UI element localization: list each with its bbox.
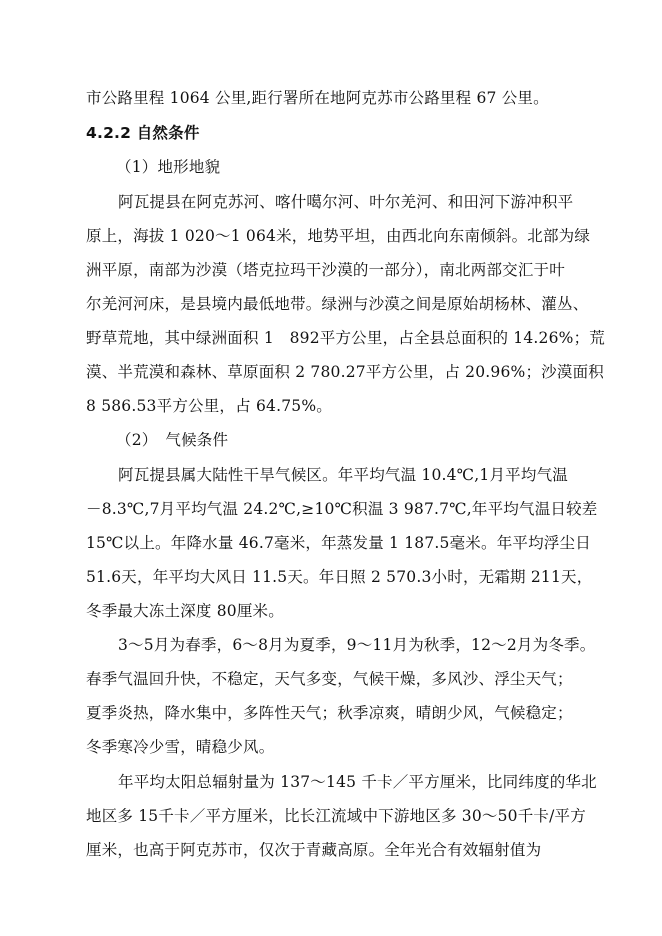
paragraph-line: 阿瓦提县属大陆性干旱气候区。年平均气温 10.4℃,1月平均气温 xyxy=(118,466,568,484)
paragraph-line: 8 586.53平方公里，占 64.75%。 xyxy=(86,397,332,415)
paragraph-line: 市公路里程 1064 公里,距行署所在地阿克苏市公路里程 67 公里。 xyxy=(86,89,549,107)
subsection-heading: （1）地形地貌 xyxy=(116,158,221,176)
subsection-heading: （2） 气候条件 xyxy=(116,431,229,449)
paragraph-line: 原上，海拔 1 020～1 064米，地势平坦，由西北向东南倾斜。北部为绿 xyxy=(86,227,591,245)
paragraph-line: 3～5月为春季，6～8月为夏季，9～11月为秋季，12～2月为冬季。 xyxy=(118,636,596,654)
paragraph-line: 春季气温回升快，不稳定，天气多变，气候干燥，多风沙、浮尘天气； xyxy=(86,670,573,688)
paragraph-line: 51.6天，年平均大风日 11.5天。年日照 2 570.3小时，无霜期 211天， xyxy=(86,568,593,586)
paragraph-line: 夏季炎热，降水集中，多阵性天气；秋季凉爽，晴朗少风，气候稳定； xyxy=(86,704,573,722)
paragraph-line: 15℃以上。年降水量 46.7毫米，年蒸发量 1 187.5毫米。年平均浮尘日 xyxy=(86,534,591,552)
paragraph-line: 阿瓦提县在阿克苏河、喀什噶尔河、叶尔羌河、和田河下游冲积平 xyxy=(118,193,574,211)
paragraph-line: 野草荒地，其中绿洲面积 1 892平方公里，占全县总面积的 14.26%；荒 xyxy=(86,329,606,347)
paragraph-line: 冬季最大冻土深度 80厘米。 xyxy=(86,602,284,620)
paragraph-line: 年平均太阳总辐射量为 137～145 千卡／平方厘米，比同纬度的华北 xyxy=(118,773,597,791)
paragraph-line: 地区多 15千卡／平方厘米，比长江流域中下游地区多 30～50千卡/平方 xyxy=(86,807,586,825)
paragraph-line: －8.3℃,7月平均气温 24.2℃,≥10℃积温 3 987.7℃,年平均气温日较差 xyxy=(86,500,598,518)
paragraph-line: 洲平原，南部为沙漠（塔克拉玛干沙漠的一部分），南北两部交汇于叶 xyxy=(86,261,565,279)
section-heading: 4.2.2 自然条件 xyxy=(86,124,200,142)
paragraph-line: 漠、半荒漠和森林、草原面积 2 780.27平方公里，占 20.96%；沙漠面积 xyxy=(86,363,604,381)
paragraph-line: 尔羌河河床，是县境内最低地带。绿洲与沙漠之间是原始胡杨林、灌丛、 xyxy=(86,295,589,313)
paragraph-line: 厘米，也高于阿克苏市，仅次于青藏高原。全年光合有效辐射值为 xyxy=(86,841,542,859)
paragraph-line: 冬季寒冷少雪，晴稳少风。 xyxy=(86,738,275,756)
